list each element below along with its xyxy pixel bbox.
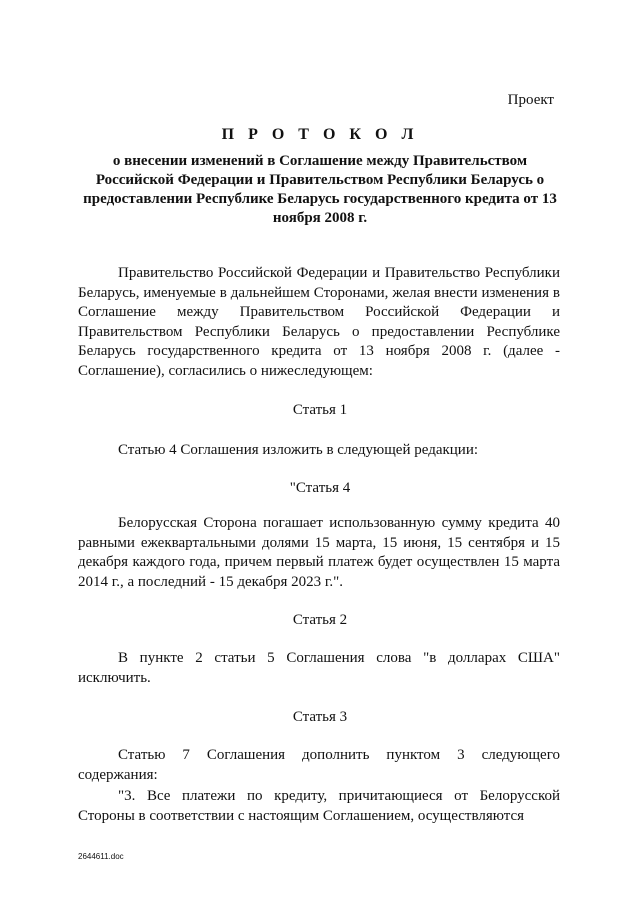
article-1-heading: Статья 1 — [292, 402, 348, 418]
article-2-text: В пункте 2 статьи 5 Соглашения слова "в долларах США" исключить. — [78, 650, 560, 686]
document-subtitle: о внесении изменений в Соглашение между Правительством Российской Федерации и Правительством Республики Беларусь о предоставлении Республике Беларусь государственного кредита от 13 ноября 2008 г. — [83, 153, 557, 226]
draft-label: Проект — [507, 92, 554, 108]
footer-file-name: 2644611.doc — [78, 852, 124, 861]
article-4-heading: "Статья 4 — [289, 480, 351, 496]
article-2-heading: Статья 2 — [292, 612, 348, 628]
article-3-quote: "3. Все платежи по кредиту, причитающиеся от Белорусской Стороны в соответствии с настоящим Соглашением, осуществляются — [78, 788, 560, 824]
article-4-text: Белорусская Сторона погашает использованную сумму кредита 40 равными ежеквартальными долями 15 марта, 15 июня, 15 сентября и 15 декабря каждого года, причем первый платеж будет осуществлен 15 марта 2014 г., а последний - 15 декабря 2023 г.". — [78, 515, 560, 590]
article-1-text: Статью 4 Соглашения изложить в следующей редакции: — [118, 442, 479, 458]
article-3-heading: Статья 3 — [292, 709, 348, 725]
document-title: П Р О Т О К О Л — [221, 126, 419, 143]
intro-paragraph: Правительство Российской Федерации и Правительство Республики Беларусь, именуемые в дальнейшем Сторонами, желая внести изменения в Соглашение между Правительством Российской Федерации и Правительством Республики Беларусь о предоставлении Республике Беларусь государственного кредита от 13 ноября 2008 г. (далее - Соглашение), согласились о нижеследующем: — [78, 265, 560, 379]
article-3-text: Статью 7 Соглашения дополнить пунктом 3 следующего содержания: — [78, 747, 560, 783]
